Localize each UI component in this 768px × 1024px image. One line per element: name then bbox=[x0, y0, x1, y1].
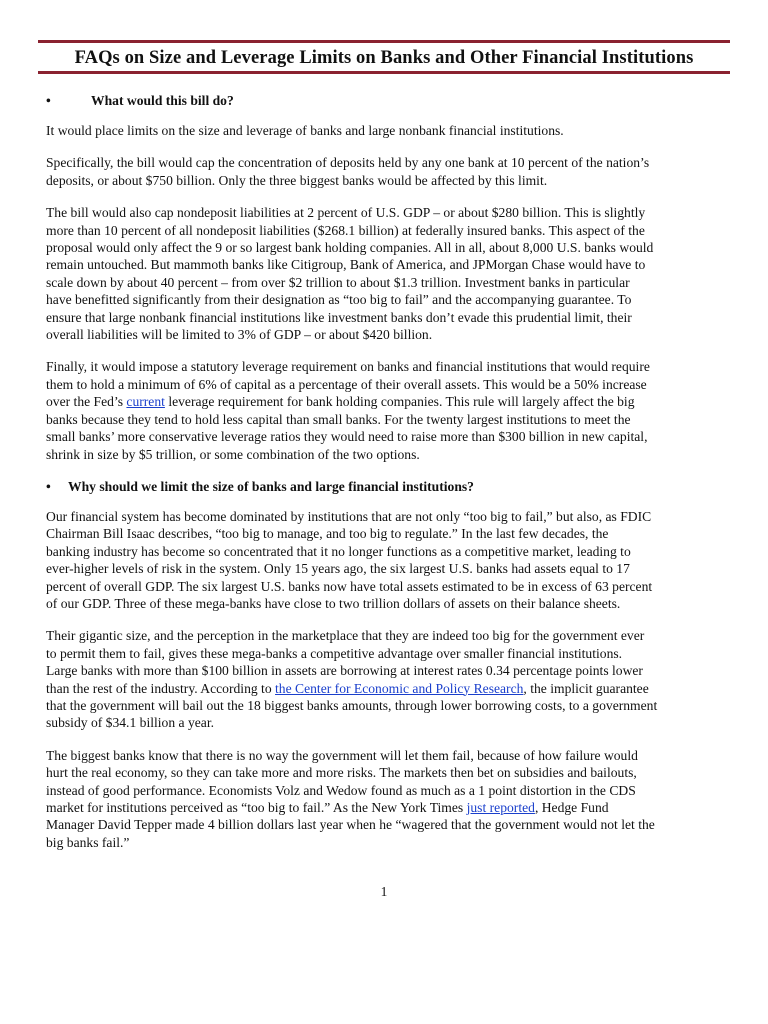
text-line: remain untouched. But mammoth banks like Citigroup, Bank of America, and JPMorgan Chase would have to bbox=[46, 257, 646, 273]
paragraph-5 bbox=[46, 508, 726, 612]
text-line: ensure that large nonbank financial institutions like investment banks don’t evade this prudential limit, their bbox=[46, 309, 632, 325]
text-line: subsidy of $34.1 billion a year. bbox=[46, 715, 215, 731]
text-segment: market for institutions perceived as “too big to fail.” As the New York Times bbox=[46, 800, 467, 815]
text-segment: leverage requirement for bank holding companies. This rule will largely affect the big bbox=[164, 394, 635, 410]
paragraph-4 bbox=[46, 358, 726, 462]
text-line: that the government will bail out the 18 biggest banks amounts, through lower borrowing costs, to a government bbox=[46, 697, 658, 713]
paragraph-3 bbox=[46, 204, 726, 343]
question-heading-2 bbox=[46, 478, 726, 495]
text-line: banking industry has become so concentrated that it no longer functions as a competitive market, leading to bbox=[46, 543, 631, 559]
text-line: Finally, it would impose a statutory leverage requirement on banks and financial institutions that would require bbox=[46, 359, 650, 375]
text-line: more than 10 percent of all nondeposit liabilities ($268.1 billion) at federally insured banks. This aspect of the bbox=[46, 222, 645, 238]
document-title: FAQs on Size and Leverage Limits on Banks and Other Financial Institutions bbox=[74, 48, 694, 68]
text-line: them to hold a minimum of 6% of capital as a percentage of their overall assets. This would be a 50% increase bbox=[46, 376, 647, 392]
just-reported-link[interactable]: just reported bbox=[466, 800, 535, 815]
text-line: Chairman Bill Isaac describes, “too big to manage, and too big to regulate.” In the last few decades, the bbox=[46, 526, 609, 542]
cepr-link[interactable]: the Center for Economic and Policy Research bbox=[275, 680, 524, 696]
text-segment: , the implicit guarantee bbox=[523, 680, 649, 696]
text-line: hurt the real economy, so they can take more and more risks. The markets then bet on subsidies and bailouts, bbox=[46, 765, 637, 781]
text-line: The biggest banks know that there is no way the government will let them fail, because of how failure would bbox=[46, 747, 638, 763]
text-line: instead of good performance. Economists Volz and Wedow found as much as a 1 point distortion in the CDS bbox=[46, 782, 636, 798]
text-line: overall liabilities will be limited to 3% of GDP – or about $420 billion. bbox=[46, 327, 433, 343]
paragraph-6 bbox=[46, 627, 726, 731]
text-line: It would place limits on the size and leverage of banks and large nonbank financial institutions. bbox=[46, 123, 564, 138]
text-line: Our financial system has become dominated by institutions that are not only “too big to fail,” but also, as FDIC bbox=[46, 508, 652, 524]
text-line bbox=[46, 680, 726, 697]
question-text: Why should we limit the size of banks and large financial institutions? bbox=[68, 478, 474, 494]
text-segment: , Hedge Fund bbox=[534, 800, 609, 815]
text-line: big banks fail.” bbox=[46, 834, 130, 850]
text-line: of our GDP. Three of these mega-banks have close to two trillion dollars of assets on their balance sheets. bbox=[46, 595, 621, 611]
text-line: Specifically, the bill would cap the concentration of deposits held by any one bank at 10 percent of the nation’s bbox=[46, 155, 650, 171]
text-line: banks because they tend to hold less capital than small banks. For the twenty largest institutions to meet the bbox=[46, 411, 631, 427]
text-line bbox=[46, 393, 726, 410]
question-heading-1 bbox=[46, 92, 726, 109]
paragraph-2 bbox=[46, 154, 726, 189]
text-segment: over the Fed’s bbox=[46, 394, 127, 410]
text-line: shrink in size by $5 trillion, or some combination of the two options. bbox=[46, 446, 420, 462]
text-line: deposits, or about $750 billion. Only the three biggest banks would be affected by this limit. bbox=[46, 172, 548, 188]
page-number: 1 bbox=[380, 884, 388, 899]
current-link[interactable]: current bbox=[126, 394, 165, 410]
text-line: small banks’ more conservative leverage ratios they would need to raise more than $300 billion in new capital, bbox=[46, 429, 648, 445]
text-line bbox=[46, 799, 726, 816]
title-banner bbox=[38, 40, 730, 74]
text-line: scale down by about 40 percent – from over $2 trillion to about $1.3 trillion. Investment banks in particular bbox=[46, 274, 630, 290]
text-line: proposal would only affect the 9 or so largest bank holding companies. All in all, about 8,000 U.S. banks would bbox=[46, 240, 654, 256]
paragraph-1 bbox=[46, 122, 726, 139]
bullet-icon: • bbox=[46, 93, 51, 108]
bullet-icon: • bbox=[46, 478, 51, 494]
text-line: Manager David Tepper made 4 billion dollars last year when he “wagered that the government would not let the bbox=[46, 817, 655, 833]
text-line: to permit them to fail, gives these mega-banks a competitive advantage over smaller financial institutions. bbox=[46, 645, 623, 661]
paragraph-7 bbox=[46, 747, 726, 851]
text-line: The bill would also cap nondeposit liabilities at 2 percent of U.S. GDP – or about $280 billion. This is slightly bbox=[46, 205, 646, 221]
text-segment: than the rest of the industry. According to bbox=[46, 680, 276, 696]
text-line: have benefitted significantly from their designation as “too big to fail” and the accompanying guarantee. To bbox=[46, 292, 632, 308]
text-line: Large banks with more than $100 billion in assets are borrowing at interest rates 0.34 percentage points lower bbox=[46, 663, 643, 679]
question-text: What would this bill do? bbox=[91, 93, 234, 108]
text-line: percent of overall GDP. The six largest U.S. banks now have total assets estimated to be in excess of 63 percent bbox=[46, 578, 653, 594]
text-line: Their gigantic size, and the perception in the marketplace that they are indeed too big for the government ever bbox=[46, 628, 645, 644]
text-line: ever-higher levels of risk in the system. Only 15 years ago, the six largest U.S. banks had assets equal to 17 bbox=[46, 561, 630, 577]
document-body bbox=[46, 92, 726, 866]
